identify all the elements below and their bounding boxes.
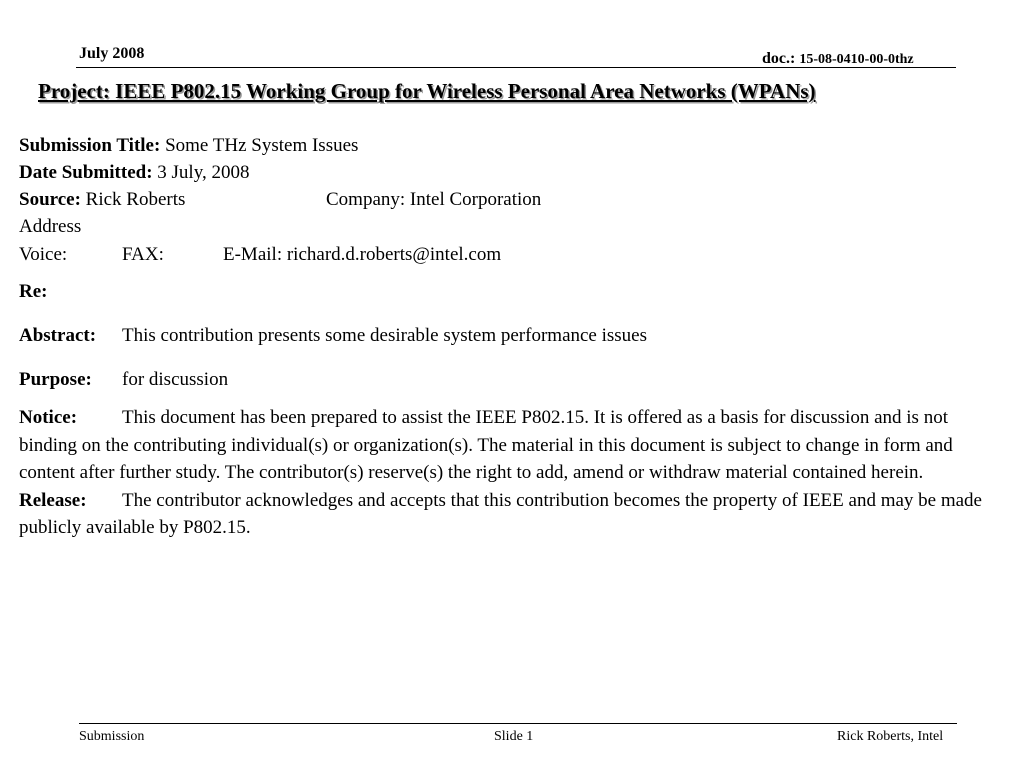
footer-author: Rick Roberts, Intel <box>837 729 944 744</box>
submission-title-line <box>19 135 358 157</box>
header-date: July 2008 <box>79 45 145 62</box>
source-label: Source: <box>19 189 81 210</box>
voice-text: Voice: <box>19 244 68 265</box>
doc-id <box>762 50 914 68</box>
fax-text: FAX: <box>122 244 164 265</box>
submission-title-label: Submission Title: <box>19 135 161 156</box>
notice-release-block <box>19 404 1009 542</box>
footer-slide-number: Slide 1 <box>494 729 534 744</box>
re-label: Re: <box>19 281 48 302</box>
purpose-label: Purpose: <box>19 369 92 390</box>
email-text: E-Mail: richard.d.roberts@intel.com <box>223 244 502 265</box>
doc-label: doc.: <box>762 50 796 67</box>
project-title: Project: IEEE P802.15 Working Group for Wireless Personal Area Networks (WPANs) <box>38 79 816 103</box>
date-submitted-value: 3 July, 2008 <box>157 162 250 183</box>
date-submitted-label: Date Submitted: <box>19 162 153 183</box>
abstract-text: This contribution presents some desirable system performance issues <box>122 325 648 346</box>
footer-submission: Submission <box>79 729 145 744</box>
source-line <box>19 189 185 211</box>
date-submitted-line <box>19 162 249 184</box>
company-text: Company: Intel Corporation <box>326 189 542 210</box>
source-value: Rick Roberts <box>85 189 186 210</box>
release-label: Release: <box>19 489 87 511</box>
notice-text: This document has been prepared to assist the IEEE P802.15. It is offered as a basis for discussion and is not binding on the contributing individual(s) or organization(s). The material in this document is subject to change in form and content after further study. The contributor(s) reserve(s) the right to add, amend or withdraw material contained herein. <box>19 407 953 483</box>
doc-number: 15-08-0410-00-0thz <box>799 52 914 67</box>
address-text: Address <box>19 216 82 237</box>
footer-rule <box>79 723 957 724</box>
submission-title-value: Some THz System Issues <box>165 135 359 156</box>
purpose-text: for discussion <box>122 369 229 390</box>
release-text: The contributor acknowledges and accepts that this contribution becomes the property of IEEE and may be made publicly available by P802.15. <box>19 489 982 538</box>
abstract-label: Abstract: <box>19 325 97 346</box>
header-rule <box>76 67 956 68</box>
notice-label: Notice: <box>19 407 78 428</box>
